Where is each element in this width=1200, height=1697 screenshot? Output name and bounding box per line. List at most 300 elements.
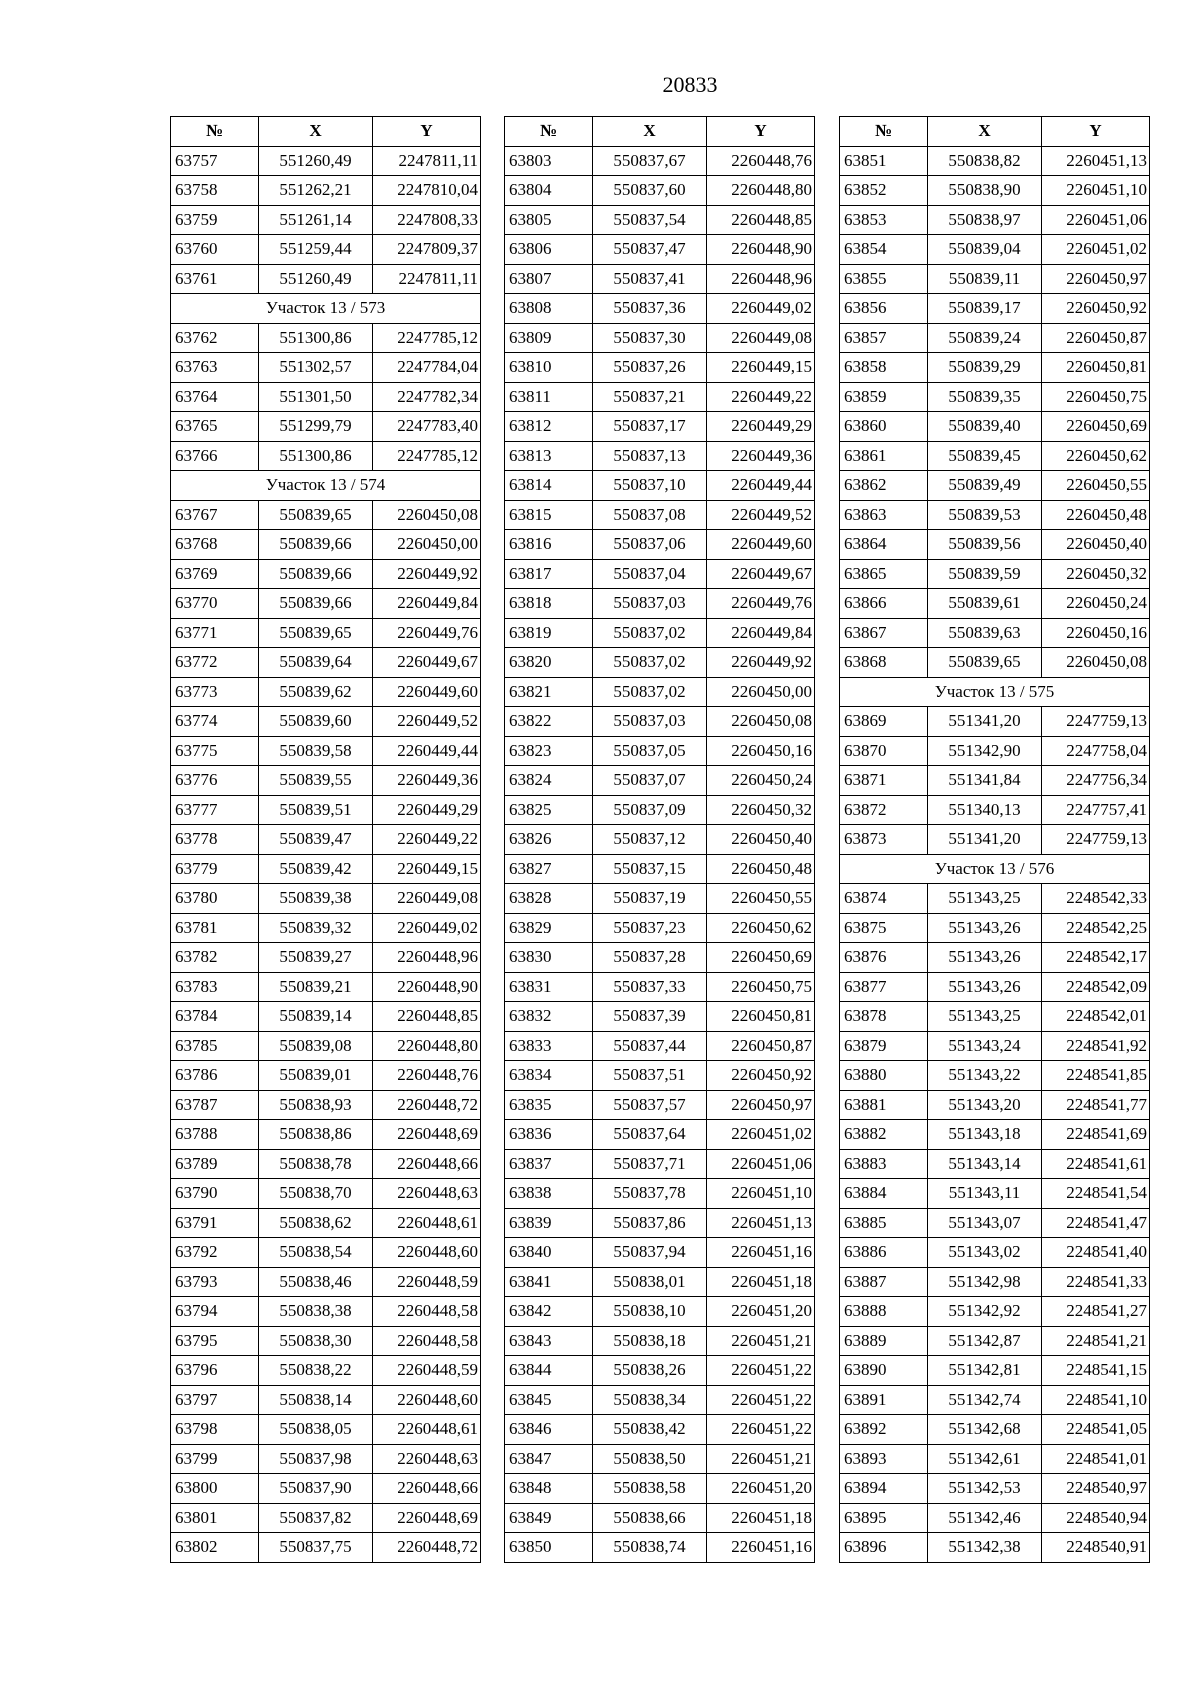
y-coordinate: 2260448,58 [373,1297,481,1327]
table-row [840,500,1150,530]
point-number: 63825 [505,795,593,825]
section-row [171,294,481,324]
x-coordinate: 550838,74 [593,1533,707,1563]
point-number: 63792 [171,1238,259,1268]
x-coordinate: 550837,23 [593,913,707,943]
point-number: 63779 [171,854,259,884]
x-coordinate: 550837,64 [593,1120,707,1150]
point-number: 63895 [840,1503,928,1533]
point-number: 63888 [840,1297,928,1327]
x-coordinate: 550838,30 [259,1326,373,1356]
y-coordinate: 2260449,60 [707,530,815,560]
header-y: Y [707,117,815,147]
point-number: 63777 [171,795,259,825]
table-row [505,913,815,943]
table-row [840,353,1150,383]
table-row [505,1326,815,1356]
y-coordinate: 2260448,85 [373,1002,481,1032]
y-coordinate: 2248540,94 [1042,1503,1150,1533]
x-coordinate: 550839,59 [928,559,1042,589]
table-row [171,264,481,294]
y-coordinate: 2260450,40 [707,825,815,855]
table-row [171,1031,481,1061]
y-coordinate: 2248540,91 [1042,1533,1150,1563]
point-number: 63797 [171,1385,259,1415]
point-number: 63890 [840,1356,928,1386]
point-number: 63818 [505,589,593,619]
table-row [505,618,815,648]
table-row [505,736,815,766]
point-number: 63882 [840,1120,928,1150]
x-coordinate: 550839,61 [928,589,1042,619]
table-row [840,648,1150,678]
point-number: 63874 [840,884,928,914]
x-coordinate: 551342,87 [928,1326,1042,1356]
y-coordinate: 2260450,69 [707,943,815,973]
y-coordinate: 2260448,63 [373,1444,481,1474]
x-coordinate: 550837,33 [593,972,707,1002]
table-row [505,1474,815,1504]
point-number: 63846 [505,1415,593,1445]
table-row [505,1444,815,1474]
table-row [840,618,1150,648]
x-coordinate: 550839,60 [259,707,373,737]
point-number: 63872 [840,795,928,825]
y-coordinate: 2260448,72 [373,1090,481,1120]
point-number: 63883 [840,1149,928,1179]
y-coordinate: 2260449,02 [707,294,815,324]
table-row [171,1297,481,1327]
y-coordinate: 2260448,80 [373,1031,481,1061]
x-coordinate: 550838,54 [259,1238,373,1268]
section-row [171,471,481,501]
y-coordinate: 2260449,02 [373,913,481,943]
x-coordinate: 550837,75 [259,1533,373,1563]
point-number: 63881 [840,1090,928,1120]
x-coordinate: 550838,46 [259,1267,373,1297]
table-row [505,1503,815,1533]
x-coordinate: 550837,09 [593,795,707,825]
x-coordinate: 550839,27 [259,943,373,973]
table-row [171,1120,481,1150]
point-number: 63817 [505,559,593,589]
point-number: 63885 [840,1208,928,1238]
x-coordinate: 550838,90 [928,176,1042,206]
x-coordinate: 550837,36 [593,294,707,324]
point-number: 63816 [505,530,593,560]
point-number: 63821 [505,677,593,707]
y-coordinate: 2260451,13 [1042,146,1150,176]
x-coordinate: 551342,46 [928,1503,1042,1533]
point-number: 63768 [171,530,259,560]
x-coordinate: 550837,02 [593,677,707,707]
point-number: 63772 [171,648,259,678]
x-coordinate: 550839,38 [259,884,373,914]
table-row [171,1503,481,1533]
point-number: 63810 [505,353,593,383]
point-number: 63807 [505,264,593,294]
y-coordinate: 2260448,66 [373,1474,481,1504]
x-coordinate: 550837,12 [593,825,707,855]
table-row [505,1356,815,1386]
x-coordinate: 551342,68 [928,1415,1042,1445]
y-coordinate: 2248541,69 [1042,1120,1150,1150]
y-coordinate: 2260450,48 [1042,500,1150,530]
y-coordinate: 2248542,09 [1042,972,1150,1002]
table-row [171,825,481,855]
x-coordinate: 550837,07 [593,766,707,796]
point-number: 63827 [505,854,593,884]
point-number: 63858 [840,353,928,383]
table-header-row [505,117,815,147]
table-row [505,589,815,619]
table-row [171,1267,481,1297]
x-coordinate: 550837,78 [593,1179,707,1209]
y-coordinate: 2260449,44 [707,471,815,501]
x-coordinate: 550839,45 [928,441,1042,471]
point-number: 63865 [840,559,928,589]
point-number: 63758 [171,176,259,206]
x-coordinate: 550837,06 [593,530,707,560]
y-coordinate: 2260450,08 [373,500,481,530]
x-coordinate: 550839,66 [259,530,373,560]
y-coordinate: 2260450,55 [1042,471,1150,501]
table-row [505,884,815,914]
table-row [505,471,815,501]
y-coordinate: 2247782,34 [373,382,481,412]
point-number: 63869 [840,707,928,737]
y-coordinate: 2260449,67 [707,559,815,589]
point-number: 63782 [171,943,259,973]
x-coordinate: 551259,44 [259,235,373,265]
x-coordinate: 550838,58 [593,1474,707,1504]
y-coordinate: 2247759,13 [1042,825,1150,855]
x-coordinate: 551342,61 [928,1444,1042,1474]
table-row [840,589,1150,619]
table-row [171,176,481,206]
x-coordinate: 550839,29 [928,353,1042,383]
x-coordinate: 550837,39 [593,1002,707,1032]
y-coordinate: 2260451,18 [707,1267,815,1297]
y-coordinate: 2260450,75 [707,972,815,1002]
x-coordinate: 551260,49 [259,264,373,294]
point-number: 63808 [505,294,593,324]
x-coordinate: 551343,11 [928,1179,1042,1209]
point-number: 63767 [171,500,259,530]
table-row [171,943,481,973]
table-row [505,1149,815,1179]
table-row [171,412,481,442]
x-coordinate: 551343,07 [928,1208,1042,1238]
x-coordinate: 550837,26 [593,353,707,383]
table-row [840,943,1150,973]
point-number: 63877 [840,972,928,1002]
table-row [505,943,815,973]
x-coordinate: 550839,24 [928,323,1042,353]
y-coordinate: 2260450,08 [707,707,815,737]
y-coordinate: 2248541,47 [1042,1208,1150,1238]
y-coordinate: 2248541,10 [1042,1385,1150,1415]
point-number: 63863 [840,500,928,530]
x-coordinate: 550839,65 [259,618,373,648]
y-coordinate: 2260448,90 [373,972,481,1002]
y-coordinate: 2260451,21 [707,1326,815,1356]
point-number: 63836 [505,1120,593,1150]
header-x: X [928,117,1042,147]
x-coordinate: 550837,82 [259,1503,373,1533]
table-row [171,618,481,648]
x-coordinate: 551343,26 [928,943,1042,973]
x-coordinate: 551342,38 [928,1533,1042,1563]
table-row [840,1356,1150,1386]
x-coordinate: 551343,25 [928,1002,1042,1032]
coordinates-table-2 [504,116,815,1563]
point-number: 63862 [840,471,928,501]
x-coordinate: 550838,01 [593,1267,707,1297]
y-coordinate: 2260449,92 [373,559,481,589]
coordinates-table-3 [839,116,1150,1563]
table-row [171,884,481,914]
point-number: 63889 [840,1326,928,1356]
table-row [171,1002,481,1032]
point-number: 63783 [171,972,259,1002]
y-coordinate: 2260451,21 [707,1444,815,1474]
x-coordinate: 551343,26 [928,913,1042,943]
header-y: Y [1042,117,1150,147]
section-title: Участок 13 / 576 [840,854,1150,884]
y-coordinate: 2260451,06 [1042,205,1150,235]
table-row [171,1356,481,1386]
point-number: 63785 [171,1031,259,1061]
x-coordinate: 550839,63 [928,618,1042,648]
x-coordinate: 550839,47 [259,825,373,855]
table-row [840,235,1150,265]
x-coordinate: 550839,66 [259,559,373,589]
point-number: 63796 [171,1356,259,1386]
y-coordinate: 2260448,59 [373,1267,481,1297]
point-number: 63868 [840,648,928,678]
point-number: 63781 [171,913,259,943]
table-row [840,264,1150,294]
table-row [840,1385,1150,1415]
point-number: 63853 [840,205,928,235]
y-coordinate: 2260449,76 [707,589,815,619]
x-coordinate: 550837,08 [593,500,707,530]
point-number: 63819 [505,618,593,648]
x-coordinate: 550837,41 [593,264,707,294]
y-coordinate: 2260450,08 [1042,648,1150,678]
point-number: 63871 [840,766,928,796]
table-row [171,589,481,619]
y-coordinate: 2260449,15 [707,353,815,383]
x-coordinate: 550839,40 [928,412,1042,442]
x-coordinate: 550838,82 [928,146,1042,176]
y-coordinate: 2260450,24 [1042,589,1150,619]
x-coordinate: 550839,42 [259,854,373,884]
table-row [840,176,1150,206]
table-row [505,1179,815,1209]
point-number: 63875 [840,913,928,943]
table-row [171,441,481,471]
x-coordinate: 550838,38 [259,1297,373,1327]
point-number: 63823 [505,736,593,766]
x-coordinate: 551299,79 [259,412,373,442]
table-row [171,913,481,943]
y-coordinate: 2247811,11 [373,264,481,294]
x-coordinate: 550839,49 [928,471,1042,501]
x-coordinate: 551342,81 [928,1356,1042,1386]
y-coordinate: 2260450,55 [707,884,815,914]
table-row [505,146,815,176]
y-coordinate: 2260449,92 [707,648,815,678]
x-coordinate: 551301,50 [259,382,373,412]
table-row [840,530,1150,560]
point-number: 63842 [505,1297,593,1327]
y-coordinate: 2260448,60 [373,1385,481,1415]
point-number: 63833 [505,1031,593,1061]
x-coordinate: 550838,62 [259,1208,373,1238]
table-row [840,559,1150,589]
point-number: 63765 [171,412,259,442]
x-coordinate: 550838,26 [593,1356,707,1386]
y-coordinate: 2260450,32 [707,795,815,825]
table-row [505,1120,815,1150]
point-number: 63841 [505,1267,593,1297]
point-number: 63896 [840,1533,928,1563]
x-coordinate: 550839,56 [928,530,1042,560]
x-coordinate: 550838,14 [259,1385,373,1415]
y-coordinate: 2260449,22 [373,825,481,855]
y-coordinate: 2260451,02 [1042,235,1150,265]
table-row [171,1208,481,1238]
y-coordinate: 2260449,08 [707,323,815,353]
point-number: 63840 [505,1238,593,1268]
y-coordinate: 2260449,36 [373,766,481,796]
x-coordinate: 551343,18 [928,1120,1042,1150]
header-number: № [840,117,928,147]
table-row [840,972,1150,1002]
table-row [505,1297,815,1327]
point-number: 63845 [505,1385,593,1415]
table-row [840,412,1150,442]
table-row [505,1267,815,1297]
point-number: 63791 [171,1208,259,1238]
x-coordinate: 551342,53 [928,1474,1042,1504]
y-coordinate: 2260449,52 [373,707,481,737]
y-coordinate: 2247758,04 [1042,736,1150,766]
point-number: 63834 [505,1061,593,1091]
table-row [505,766,815,796]
y-coordinate: 2260448,60 [373,1238,481,1268]
y-coordinate: 2260451,22 [707,1385,815,1415]
x-coordinate: 550839,65 [928,648,1042,678]
y-coordinate: 2260448,76 [707,146,815,176]
table-row [505,412,815,442]
table-row [840,323,1150,353]
point-number: 63839 [505,1208,593,1238]
y-coordinate: 2260450,87 [707,1031,815,1061]
point-number: 63771 [171,618,259,648]
point-number: 63837 [505,1149,593,1179]
table-row [505,176,815,206]
point-number: 63805 [505,205,593,235]
page-number: 20833 [662,72,718,97]
x-coordinate: 550837,54 [593,205,707,235]
y-coordinate: 2248541,05 [1042,1415,1150,1445]
x-coordinate: 550839,51 [259,795,373,825]
section-row [840,854,1150,884]
x-coordinate: 550837,17 [593,412,707,442]
y-coordinate: 2260450,62 [707,913,815,943]
point-number: 63759 [171,205,259,235]
y-coordinate: 2260450,75 [1042,382,1150,412]
section-row [840,677,1150,707]
table-row [840,1444,1150,1474]
table-row [171,795,481,825]
x-coordinate: 550837,04 [593,559,707,589]
x-coordinate: 551261,14 [259,205,373,235]
table-row [171,648,481,678]
table-row [840,1474,1150,1504]
y-coordinate: 2260450,97 [1042,264,1150,294]
point-number: 63761 [171,264,259,294]
x-coordinate: 550839,55 [259,766,373,796]
table-row [840,441,1150,471]
point-number: 63762 [171,323,259,353]
table-row [505,323,815,353]
point-number: 63857 [840,323,928,353]
point-number: 63886 [840,1238,928,1268]
table-row [505,677,815,707]
x-coordinate: 550838,34 [593,1385,707,1415]
y-coordinate: 2260450,69 [1042,412,1150,442]
point-number: 63854 [840,235,928,265]
table-row [171,736,481,766]
table-row [171,766,481,796]
y-coordinate: 2260448,61 [373,1208,481,1238]
point-number: 63856 [840,294,928,324]
x-coordinate: 550837,10 [593,471,707,501]
y-coordinate: 2260449,29 [707,412,815,442]
x-coordinate: 550839,65 [259,500,373,530]
point-number: 63800 [171,1474,259,1504]
x-coordinate: 551342,74 [928,1385,1042,1415]
table-row [505,353,815,383]
y-coordinate: 2248542,25 [1042,913,1150,943]
point-number: 63794 [171,1297,259,1327]
y-coordinate: 2260450,92 [1042,294,1150,324]
x-coordinate: 550839,32 [259,913,373,943]
table-row [840,205,1150,235]
y-coordinate: 2247783,40 [373,412,481,442]
y-coordinate: 2260451,13 [707,1208,815,1238]
point-number: 63803 [505,146,593,176]
table-row [505,382,815,412]
y-coordinate: 2260448,90 [707,235,815,265]
x-coordinate: 550837,57 [593,1090,707,1120]
y-coordinate: 2260450,92 [707,1061,815,1091]
x-coordinate: 551260,49 [259,146,373,176]
table-row [840,736,1150,766]
table-row [505,707,815,737]
y-coordinate: 2247808,33 [373,205,481,235]
x-coordinate: 550838,97 [928,205,1042,235]
point-number: 63887 [840,1267,928,1297]
table-row [171,205,481,235]
point-number: 63815 [505,500,593,530]
y-coordinate: 2260449,67 [373,648,481,678]
x-coordinate: 550837,30 [593,323,707,353]
